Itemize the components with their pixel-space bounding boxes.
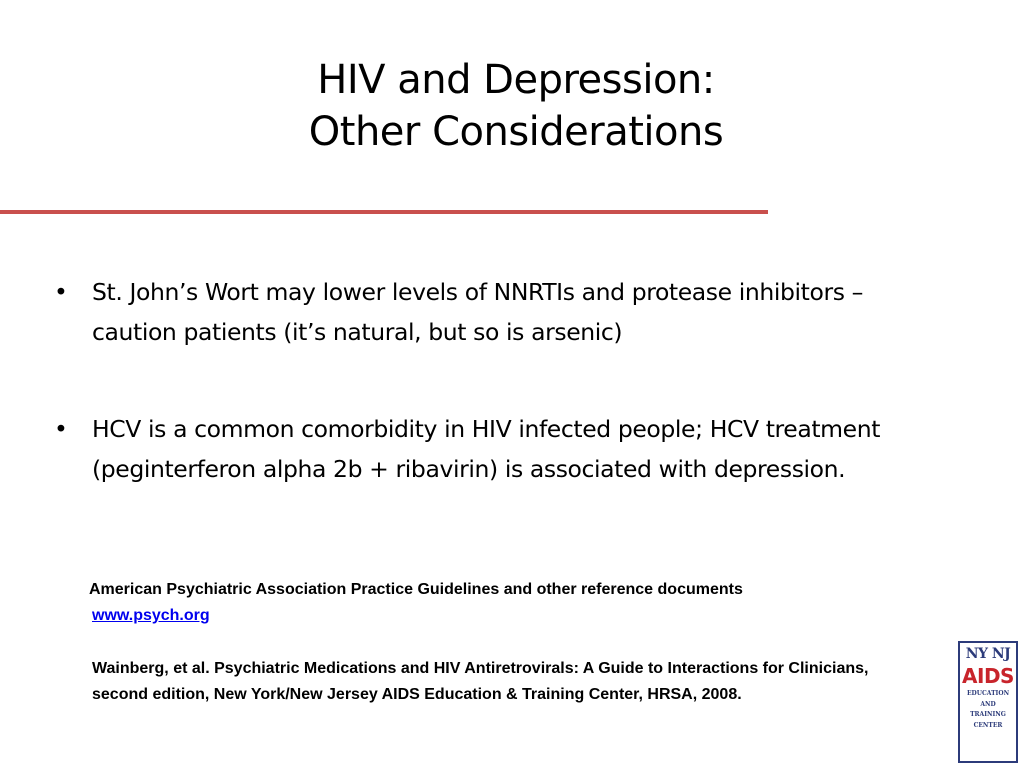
- logo-sub-line-4: CENTER: [973, 721, 1003, 729]
- bullet-marker: •: [54, 278, 68, 306]
- bullet-list: [54, 272, 954, 489]
- reference-link[interactable]: www.psych.org: [92, 607, 210, 624]
- bullet-item-st-johns-wort: [54, 272, 954, 352]
- logo-main-text: AIDS: [962, 664, 1014, 688]
- reference-citation: Wainberg, et al. Psychiatric Medications and HIV Antiretrovirals: A Guide to Interactions for Clinicians, second edition, New York/New Jersey AIDS Education & Training Center, HRSA, 2008.: [92, 660, 869, 703]
- logo-sub-line-2: AND: [980, 700, 996, 708]
- bullet-marker: •: [54, 415, 68, 443]
- bullet-text: HCV is a common comorbidity in HIV infected people; HCV treatment (peginterferon alpha 2b + ribavirin) is associated with depression.: [92, 415, 881, 483]
- logo-sub-line-1: EDUCATION: [966, 690, 1010, 697]
- bullet-item-hcv: [54, 409, 954, 489]
- bullet-text: St. John’s Wort may lower levels of NNRTIs and protease inhibitors – caution patients (it’s natural, but so is arsenic): [92, 278, 863, 346]
- reference-heading: American Psychiatric Association Practice Guidelines and other reference documents: [89, 581, 743, 598]
- title-divider: [0, 210, 768, 214]
- logo-sub-line-3: TRAINING: [970, 711, 1006, 718]
- slide-title: [0, 54, 1024, 158]
- title-line-1: HIV and Depression:: [317, 57, 715, 103]
- logo-top-text: NY NJ: [965, 646, 1011, 662]
- nynj-aids-logo: [958, 641, 1018, 763]
- references: [89, 577, 912, 708]
- title-line-2: Other Considerations: [308, 109, 724, 155]
